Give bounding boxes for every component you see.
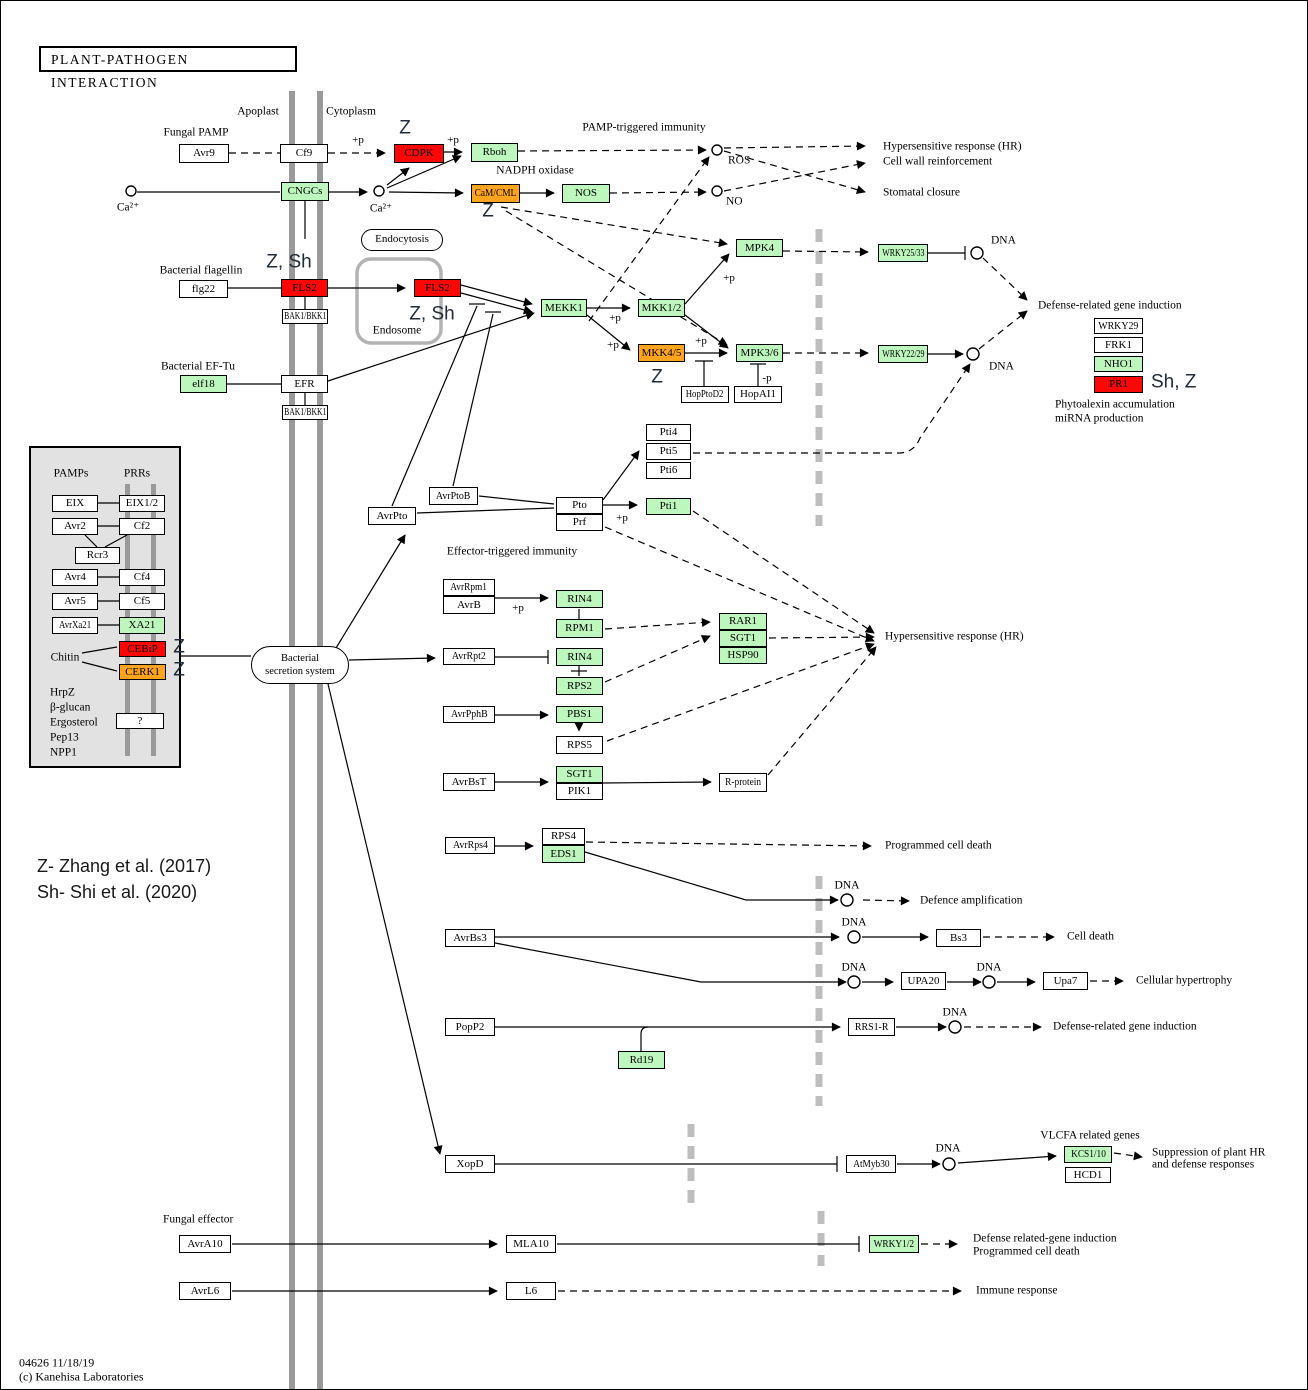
text-label: Cell death [1067,930,1114,943]
node-rps5[interactable] [556,736,603,754]
node-label: CaM/CML [474,187,517,199]
node-label: NOS [574,187,597,199]
node-label: Avr5 [64,595,86,607]
node-label: AvrL6 [190,1284,220,1297]
node-avrl6[interactable] [179,1282,231,1300]
node-avrrpt2[interactable] [443,648,495,665]
node-avr9[interactable] [179,144,229,163]
node-pti1[interactable] [646,498,691,515]
node-label: AvrB [457,598,481,611]
node-label: EIX [65,497,85,509]
node-pti6[interactable] [646,462,691,479]
node-upa20[interactable] [901,972,946,990]
text-label: PRRs [123,467,151,480]
node-cf4[interactable] [119,569,165,586]
node-sgt1-b[interactable] [556,766,603,783]
node-xa21[interactable] [119,617,165,634]
node-label: AvrRpm1 [450,581,488,593]
node-label: MLA10 [513,1237,549,1250]
dashed-edges [229,146,1142,1291]
node-mkk45[interactable] [638,344,685,362]
text-label: NADPH oxidase [496,164,574,177]
node-avra10[interactable] [179,1235,231,1253]
node-prf[interactable] [556,514,603,531]
node-label: ? [137,714,143,727]
node-label: Rboh [482,146,507,158]
text-label: DNA [841,961,867,974]
text-label: Z, Sh [409,303,455,325]
node-pti5[interactable] [646,443,691,460]
node-rboh[interactable] [471,143,518,162]
text-label: Z [651,366,663,388]
node-cf9[interactable] [280,144,328,163]
node-mla10[interactable] [506,1235,556,1253]
text-label: Programmed cell death [973,1245,1080,1258]
node-nos[interactable] [562,184,610,203]
text-label: PAMPs [53,467,89,480]
node-hcd1[interactable] [1065,1167,1111,1183]
node-frk1[interactable] [1094,337,1143,353]
text-label: Z [173,636,185,658]
node-wrky2533[interactable] [878,244,928,262]
node-mekk1[interactable] [541,299,587,317]
node-label: WRKY1/2 [873,1237,915,1250]
node-rps2[interactable] [556,677,603,695]
text-label: +p [607,338,619,351]
node-label: WRKY25/33 [881,246,925,259]
node-label: Avr4 [64,571,86,583]
text-label: Pep13 [50,731,79,744]
secretion-line2: secretion system [265,666,335,678]
node-label: MKK4/5 [641,346,682,359]
node-label: FRK1 [1105,338,1132,351]
text-label: Endosome [372,324,422,337]
text-label: Hypersensitive response (HR) [883,140,1022,153]
node-label: PBS1 [566,708,593,720]
node-label: HCD1 [1073,1168,1103,1181]
node-label: SGT1 [729,632,757,644]
endocytosis-label: Endocytosis [361,229,443,251]
node-label: CERK1 [125,665,160,678]
node-hopptod2[interactable] [681,386,729,403]
text-label: Z, Sh [266,251,312,273]
citation-zhang: Z- Zhang et al. (2017) [37,856,212,877]
node-efr[interactable] [281,375,328,393]
node-avrb[interactable] [443,596,495,614]
node-label: AvrPtoB [436,489,471,502]
node-l6[interactable] [506,1282,556,1300]
node-label: Pti5 [659,445,678,457]
node-label: Pti6 [659,464,678,476]
node-wrky12[interactable] [869,1235,919,1253]
text-label: VLCFA related genes [1040,1129,1140,1142]
node-wrky2229[interactable] [878,345,928,363]
text-label: +p [447,133,459,146]
text-label: Z [482,200,494,222]
text-label: PAMP-triggered immunity [582,121,706,134]
node-label: CNGCs [287,185,323,197]
node-label: AvrA10 [187,1237,223,1250]
node-label: RPS5 [566,738,593,751]
node-label: AvrPphB [450,708,488,720]
node-label: Pti4 [659,426,678,438]
text-label: Effector-triggered immunity [446,545,578,558]
node-label: PopP2 [455,1020,485,1033]
node-label: XopD [456,1157,484,1170]
node-atmyb30[interactable] [846,1155,896,1173]
node-eds1[interactable] [542,845,585,863]
text-label: DNA [834,879,860,892]
node-camcml[interactable] [471,184,520,203]
node-label: AtMyb30 [852,1157,890,1170]
node-label: MKK1/2 [641,301,682,314]
text-label: Bacterial flagellin [159,264,243,277]
pathway-title: PLANT-PATHOGEN INTERACTION [39,46,297,72]
text-label: -p [762,371,772,384]
text-label: Phytoalexin accumulation [1055,398,1175,411]
map-number: 04626 11/18/19 [19,1355,95,1370]
node-cngcs[interactable] [281,182,329,201]
node-avr5[interactable] [52,593,98,610]
text-label: Z [173,659,185,681]
node-label: L6 [524,1284,538,1297]
text-label: Apoplast [237,105,279,118]
node-label: RPS4 [550,830,577,842]
node-label: BAK1/BKK1 [283,406,327,418]
text-label: Defense-related gene induction [1053,1020,1197,1033]
node-label: RPM1 [565,622,594,634]
node-label: AvrRps4 [452,839,488,851]
node-cf2[interactable] [119,518,165,535]
node-pik1[interactable] [556,783,603,800]
text-label: Programmed cell death [885,839,992,852]
node-rpm1[interactable] [556,619,603,638]
node-label: Avr9 [193,147,215,159]
text-label: DNA [976,961,1002,974]
node-label: AvrRpt2 [452,650,486,662]
node-rin4-b[interactable] [556,648,603,666]
node-label: HopPtoD2 [686,388,724,400]
node-rps4[interactable] [542,828,585,845]
node-nho1[interactable] [1094,356,1143,372]
node-label: SGT1 [566,768,593,780]
node-label: MPK4 [744,241,775,254]
node-label: XA21 [128,619,156,631]
node-label: Cf9 [295,147,313,159]
node-r-protein[interactable] [719,773,767,792]
node-avrbst[interactable] [443,773,495,791]
node-avrptob[interactable] [429,487,478,505]
node-label: MEKK1 [545,301,583,314]
node-wrky29[interactable] [1094,318,1143,334]
node-label: FLS2 [425,281,450,294]
node-rar1[interactable] [719,613,767,630]
node-eix[interactable] [52,495,98,512]
node-mkk12[interactable] [638,299,685,317]
text-label: DNA [989,360,1014,373]
node-label: HSP90 [727,649,759,661]
text-label: Z [399,117,411,139]
node-label: PIK1 [567,785,592,797]
node-label: Cf2 [133,520,151,532]
node-cebip[interactable] [119,641,166,657]
node-mpk4[interactable] [736,239,783,257]
node-label: Avr2 [64,520,86,532]
node-label: WRKY22/29 [881,347,925,360]
node-avrpto[interactable] [368,507,416,525]
text-label: Ca²⁺ [116,201,140,214]
node-label: NHO1 [1103,357,1134,370]
node-bak1-bkk1-a[interactable] [282,309,328,324]
node-label: RIN4 [567,650,592,663]
text-label: NPP1 [50,746,77,759]
node-label: AvrPto [376,509,408,522]
text-label: +p [512,601,524,614]
node-label: AvrBs3 [453,931,487,944]
copyright: (c) Kanehisa Laboratories [19,1369,144,1384]
node-label: CDPK [404,147,434,159]
node-label: HopAI1 [739,388,777,400]
node-label: Cf5 [133,595,151,607]
text-label: +p [723,271,735,284]
node-label: R-protein [725,776,761,788]
node-label: Bs3 [949,931,968,944]
node-kcs110[interactable] [1064,1146,1112,1163]
node-label: Upa7 [1053,974,1078,987]
node-cerk1[interactable] [119,664,166,680]
node-hopai1[interactable] [734,386,782,403]
text-label: Defense related-gene induction [973,1232,1117,1245]
text-label: Hypersensitive response (HR) [885,630,1024,643]
node-label: FLS2 [292,281,317,294]
text-label: Cytoplasm [326,105,376,118]
node-eix12[interactable] [119,495,165,512]
node-label: Cf4 [133,571,151,583]
node-label: EDS1 [550,847,577,860]
text-label: Stomatal closure [883,186,960,199]
text-label: Ca²⁺ [369,202,393,215]
text-label: NO [726,195,743,208]
node-pbs1[interactable] [556,706,603,723]
node-avrxa21[interactable] [52,617,98,634]
node-hsp90[interactable] [719,647,767,664]
text-label: β-glucan [50,701,91,714]
node-label: RIN4 [567,592,592,605]
text-label: +p [352,133,364,146]
node-label: Pti1 [659,500,678,512]
node-label: flg22 [191,282,216,295]
text-label: Suppression of plant HR [1152,1146,1266,1159]
node-bs3[interactable] [936,929,981,947]
node-bak1-bkk1-b[interactable] [282,405,328,420]
node-cdpk[interactable] [394,144,444,163]
text-label: DNA [942,1006,968,1019]
node-label: AvrBsT [451,775,487,788]
node-pr1[interactable] [1094,376,1143,393]
node-xopd[interactable] [445,1155,495,1173]
text-label: Defence amplification [920,894,1023,907]
node-avr2[interactable] [52,518,98,535]
node-label: MPK3/6 [740,346,779,359]
node-flg22[interactable] [179,280,228,298]
node-upa7[interactable] [1043,972,1088,990]
node-rcr3[interactable] [75,547,120,564]
node-fls2-endosome[interactable] [414,279,461,297]
node-label: WRKY29 [1098,319,1139,332]
node-label: AvrXa21 [58,619,92,631]
citation-shi: Sh- Shi et al. (2020) [37,882,198,903]
node-avrrpm1[interactable] [443,579,495,596]
node-label: Rcr3 [86,549,109,561]
node-rd19[interactable] [618,1051,665,1069]
node-sgt1-a[interactable] [719,630,767,647]
text-label: Immune response [976,1284,1058,1297]
node-label: Prf [572,516,587,528]
node-label: EFR [294,377,315,390]
node-cf5[interactable] [119,593,165,610]
node-elf18[interactable] [180,375,227,393]
text-label: Chitin [50,651,80,664]
text-label: +p [609,311,621,324]
text-label: Fungal effector [163,1213,234,1226]
node-label: RPS2 [566,679,593,692]
text-label: Sh, Z [1151,371,1197,393]
node-popp2[interactable] [445,1018,495,1036]
nuclear-membrane [691,229,821,1266]
node-pto[interactable] [556,497,603,514]
text-label: Ergosterol [50,716,98,729]
text-label: ROS [728,154,751,167]
node-label: KCS1/10 [1070,1148,1106,1160]
text-label: DNA [935,1142,961,1155]
node-avr4[interactable] [52,569,98,586]
text-label: Fungal PAMP [163,126,229,139]
text-label: DNA [841,916,867,929]
node-fls2-membrane[interactable] [281,279,328,297]
node-label: UPA20 [907,974,940,987]
node-rin4-a[interactable] [556,590,603,608]
text-label: miRNA production [1055,412,1144,425]
edges-layer [1,1,1307,1389]
node-label: RAR1 [728,615,758,627]
node-mpk36[interactable] [736,344,783,362]
text-label: +p [695,334,707,347]
node-bacterial-secretion-system[interactable] [251,646,349,684]
node-avrrps4[interactable] [445,837,495,854]
node-label: PR1 [1109,378,1128,390]
node-pti4[interactable] [646,424,691,441]
node-label: RRS1-R [854,1020,889,1033]
node-label: Rd19 [629,1053,654,1066]
node-label: Pto [572,499,587,511]
text-label: DNA [991,234,1016,247]
node-label: elf18 [192,377,215,390]
text-label: Cellular hypertrophy [1136,974,1233,987]
text-label: +p [616,511,628,524]
text-label: Defense-related gene induction [1038,299,1182,312]
node-rrs1-r[interactable] [848,1018,895,1036]
node-avrpphb[interactable] [443,706,495,723]
node-unknown-prr[interactable] [116,713,164,729]
node-label: BAK1/BKK1 [283,310,327,322]
node-label: EIX1/2 [125,497,159,509]
text-label: HrpZ [50,686,75,699]
text-label: Bacterial EF-Tu [161,360,235,373]
text-label: and defense responses [1152,1158,1255,1171]
text-label: Cell wall reinforcement [883,155,993,168]
secretion-line1: Bacterial [281,653,319,664]
node-avrbs3[interactable] [445,929,495,947]
node-label: CEBiP [127,642,158,655]
